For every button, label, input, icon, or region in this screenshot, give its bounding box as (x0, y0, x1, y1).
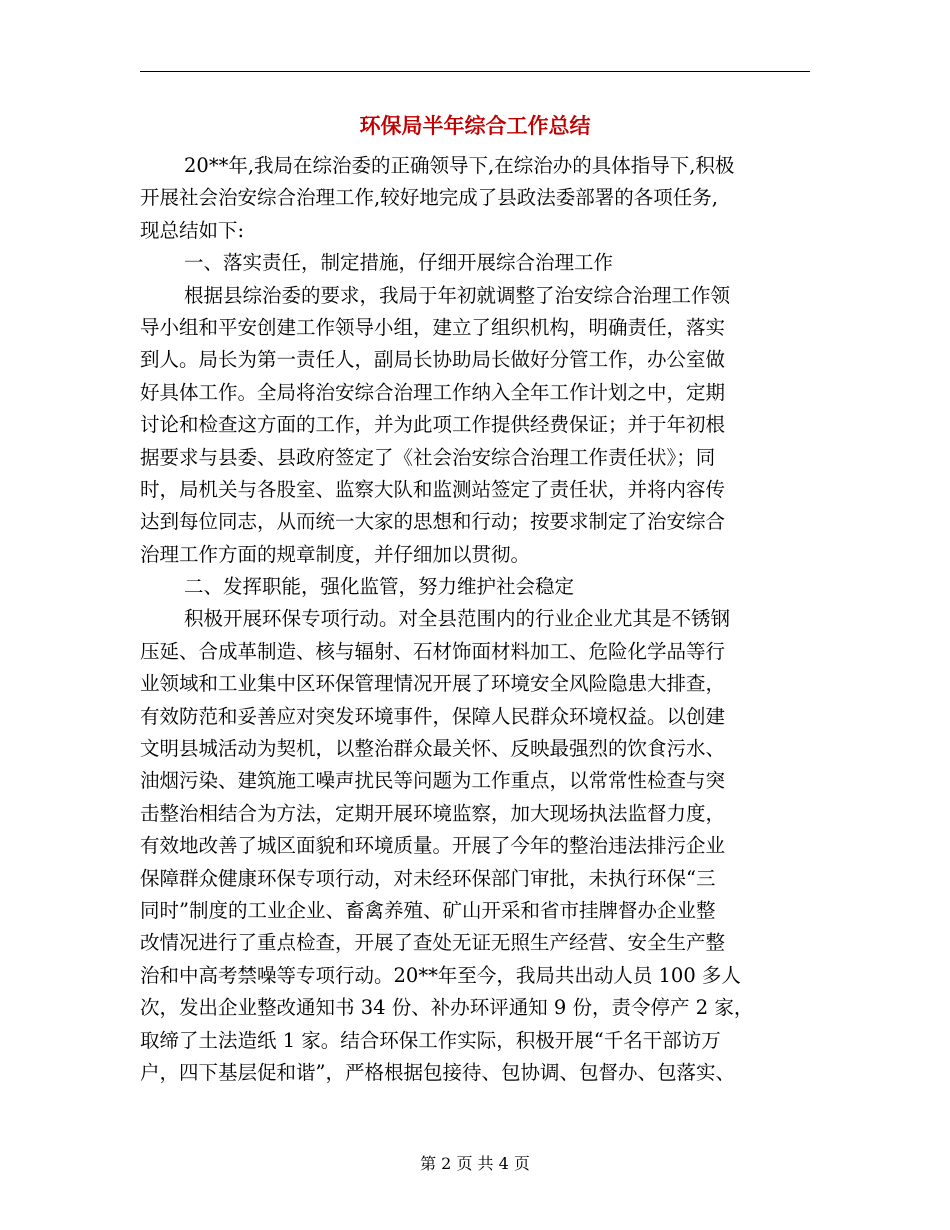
paragraph-line: 到人。局长为第一责任人，副局长协助局长做好分管工作，办公室做 (140, 348, 726, 372)
paragraph-line: 同时”制度的工业企业、畜禽养殖、矿山开采和省市挂牌督办企业整 (140, 898, 716, 922)
paragraph-line: 保障群众健康环保专项行动，对未经环保部门审批，未执行环保“三 (140, 866, 716, 890)
paragraph-line: 20**年,我局在综治委的正确领导下,在综治办的具体指导下,积极 (184, 154, 735, 177)
paragraph-line: 据要求与县委、县政府签定了《社会治安综合治理工作责任状》；同 (140, 445, 716, 469)
document-title: 环保局半年综合工作总结 (359, 113, 591, 138)
paragraph-line: 改情况进行了重点检查，开展了查处无证无照生产经营、安全生产整 (140, 931, 726, 955)
paragraph-line: 业领域和工业集中区环保管理情况开展了环境安全风险隐患大排查， (140, 672, 726, 696)
page-number: 第 2 页 共 4 页 (420, 1154, 530, 1173)
paragraph-line: 根据县综治委的要求，我局于年初就调整了治安综合治理工作领 (184, 283, 731, 307)
paragraph-line: 有效地改善了城区面貌和环境质量。开展了今年的整治违法排污企业 (140, 834, 726, 858)
paragraph-line: 讨论和检查这方面的工作，并为此项工作提供经费保证；并于年初根 (140, 413, 726, 437)
paragraph-line: 好具体工作。全局将治安综合治理工作纳入全年工作计划之中，定期 (140, 380, 726, 404)
paragraph-line: 压延、合成革制造、核与辐射、石材饰面材料加工、危险化学品等行 (140, 639, 726, 663)
paragraph-line: 击整治相结合为方法，定期开展环境监察，加大现场执法监督力度， (140, 801, 726, 825)
paragraph-line: 积极开展环保专项行动。对全县范围内的行业企业尤其是不锈钢 (184, 607, 731, 631)
section-heading: 二、发挥职能，强化监管，努力维护社会稳定 (184, 575, 575, 599)
paragraph-line: 油烟污染、建筑施工噪声扰民等问题为工作重点，以常常性检查与突 (140, 769, 726, 793)
paragraph-line: 户，四下基层促和谐”，严格根据包接待、包协调、包督办、包落实、 (140, 1060, 735, 1084)
paragraph-line: 导小组和平安创建工作领导小组，建立了组织机构，明确责任，落实 (140, 315, 726, 339)
paragraph-line: 开展社会治安综合治理工作,较好地完成了县政法委部署的各项任务, (140, 186, 718, 210)
document-body (140, 150, 810, 1089)
paragraph-line: 现总结如下: (140, 218, 245, 242)
paragraph-line: 有效防范和妥善应对突发环境事件，保障人民群众环境权益。以创建 (140, 704, 726, 728)
paragraph-line: 取缔了土法造纸 1 家。结合环保工作实际，积极开展“千名干部访万 (140, 1028, 721, 1052)
paragraph-line: 次，发出企业整改通知书 34 份、补办环评通知 9 份，责令停产 2 家， (140, 996, 754, 1020)
header-rule (140, 71, 810, 72)
paragraph-line: 治和中高考禁噪等专项行动。20**年至今，我局共出动人员 100 多人 (140, 963, 741, 987)
paragraph-line: 时，局机关与各股室、监察大队和监测站签定了责任状，并将内容传 (140, 477, 726, 501)
paragraph-line: 文明县城活动为契机，以整治群众最关怀、反映最强烈的饮食污水、 (140, 737, 726, 761)
paragraph-line: 达到每位同志，从而统一大家的思想和行动；按要求制定了治安综合 (140, 510, 726, 534)
paragraph-line: 治理工作方面的规章制度，并仔细加以贯彻。 (140, 542, 531, 566)
section-heading: 一、落实责任，制定措施，仔细开展综合治理工作 (184, 251, 614, 275)
